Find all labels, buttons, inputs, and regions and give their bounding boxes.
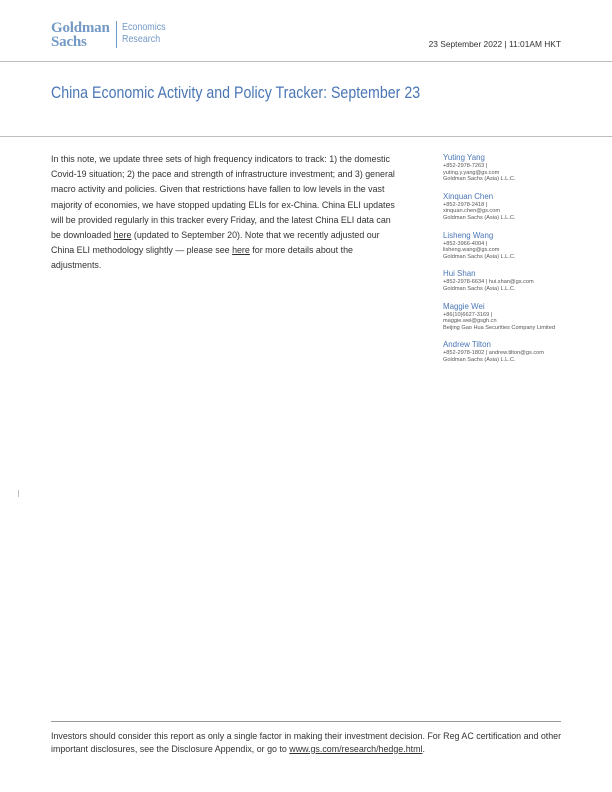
author-name: Hui Shan <box>443 268 476 279</box>
logo-line-2: Sachs <box>51 34 87 50</box>
disclosure-footer <box>51 730 563 755</box>
author-block <box>443 152 568 183</box>
author-phone: +852-2978-2418 | <box>443 201 488 208</box>
author-entity: Goldman Sachs (Asia) L.L.C. <box>443 214 516 221</box>
author-email[interactable]: yuting.y.yang@gs.com <box>443 169 500 176</box>
division-label <box>122 21 166 45</box>
author-phone: +852-2978-7263 | <box>443 163 488 169</box>
title-rule <box>0 136 612 137</box>
author-name: Yuting Yang <box>443 152 485 162</box>
author-phone-email[interactable]: +852-2978-1802 | andrew.tilton@gs.com <box>443 350 544 357</box>
author-email[interactable]: maggie.wei@gsgh.cn <box>443 318 497 325</box>
disclosure-link[interactable]: www.gs.com/research/hedge.html <box>289 743 423 754</box>
author-block <box>443 339 568 363</box>
summary-text-3: for more details about the adjustments. <box>51 245 353 271</box>
methodology-link[interactable]: here <box>232 245 250 256</box>
author-block <box>443 301 568 332</box>
author-entity: Goldman Sachs (Asia) L.L.C. <box>443 285 516 292</box>
report-date-time: 23 September 2022 | 11:01AM HKT <box>428 39 561 49</box>
logo-divider <box>116 21 117 48</box>
author-name: Lisheng Wang <box>443 229 494 240</box>
author-entity: Goldman Sachs (Asia) L.L.C. <box>443 176 516 183</box>
author-email[interactable]: lisheng.wang@gs.com <box>443 247 500 254</box>
footer-rule <box>51 721 561 722</box>
logo-wordmark <box>51 21 110 49</box>
goldman-sachs-logo <box>51 21 173 49</box>
author-name: Andrew Tilton <box>443 339 491 350</box>
author-block <box>443 268 568 292</box>
division-line-1: Economics <box>121 21 166 33</box>
author-name: Maggie Wei <box>443 300 485 311</box>
logo-line-1: Goldman <box>51 20 110 36</box>
eli-data-link[interactable]: here <box>113 230 132 241</box>
author-phone-email[interactable]: +852-2978-6634 | hui.shan@gs.com <box>443 279 534 286</box>
disclosure-text: Investors should consider this report as only a single factor in making their investment decision. For Reg AC certification and other important disclosures, see the Disclosure Appendix, or go to <box>51 731 562 754</box>
header-rule <box>0 61 612 62</box>
author-entity: Goldman Sachs (Asia) L.L.C. <box>443 356 516 363</box>
author-phone: +852-3966-4004 | <box>443 240 488 247</box>
author-entity: Beijing Gao Hua Securities Company Limited <box>443 324 555 331</box>
author-block <box>443 191 568 222</box>
author-name: Xinquan Chen <box>443 190 494 201</box>
author-entity: Goldman Sachs (Asia) L.L.C. <box>443 253 516 260</box>
author-list <box>443 152 568 372</box>
author-email[interactable]: xinquan.chen@gs.com <box>443 208 500 215</box>
disclosure-end: . <box>422 743 425 754</box>
author-phone: +86(10)6627-3169 | <box>443 311 493 318</box>
summary-text-1: In this note, we update three sets of high frequency indicators to track: 1) the domestic Covid-19 situation; 2) the pace and strength of infrastructure investment; and 3) general macro activity and policies. Given that restrictions have fallen to low levels in the vast majority of economies, we have stopped updating ELIs for ex-China. China ELI updates will be provided regularly in this tracker every Friday, and the latest China ELI data can be downloaded <box>51 154 395 241</box>
margin-mark <box>18 490 19 497</box>
division-line-2: Research <box>121 33 160 45</box>
page-title: China Economic Activity and Policy Tracker: September 23 <box>51 84 421 102</box>
summary-paragraph <box>51 152 403 274</box>
summary-text-2: (updated to September 20). Note that we recently adjusted our China ELI methodology slightly — please see <box>51 230 380 256</box>
author-block <box>443 230 568 261</box>
